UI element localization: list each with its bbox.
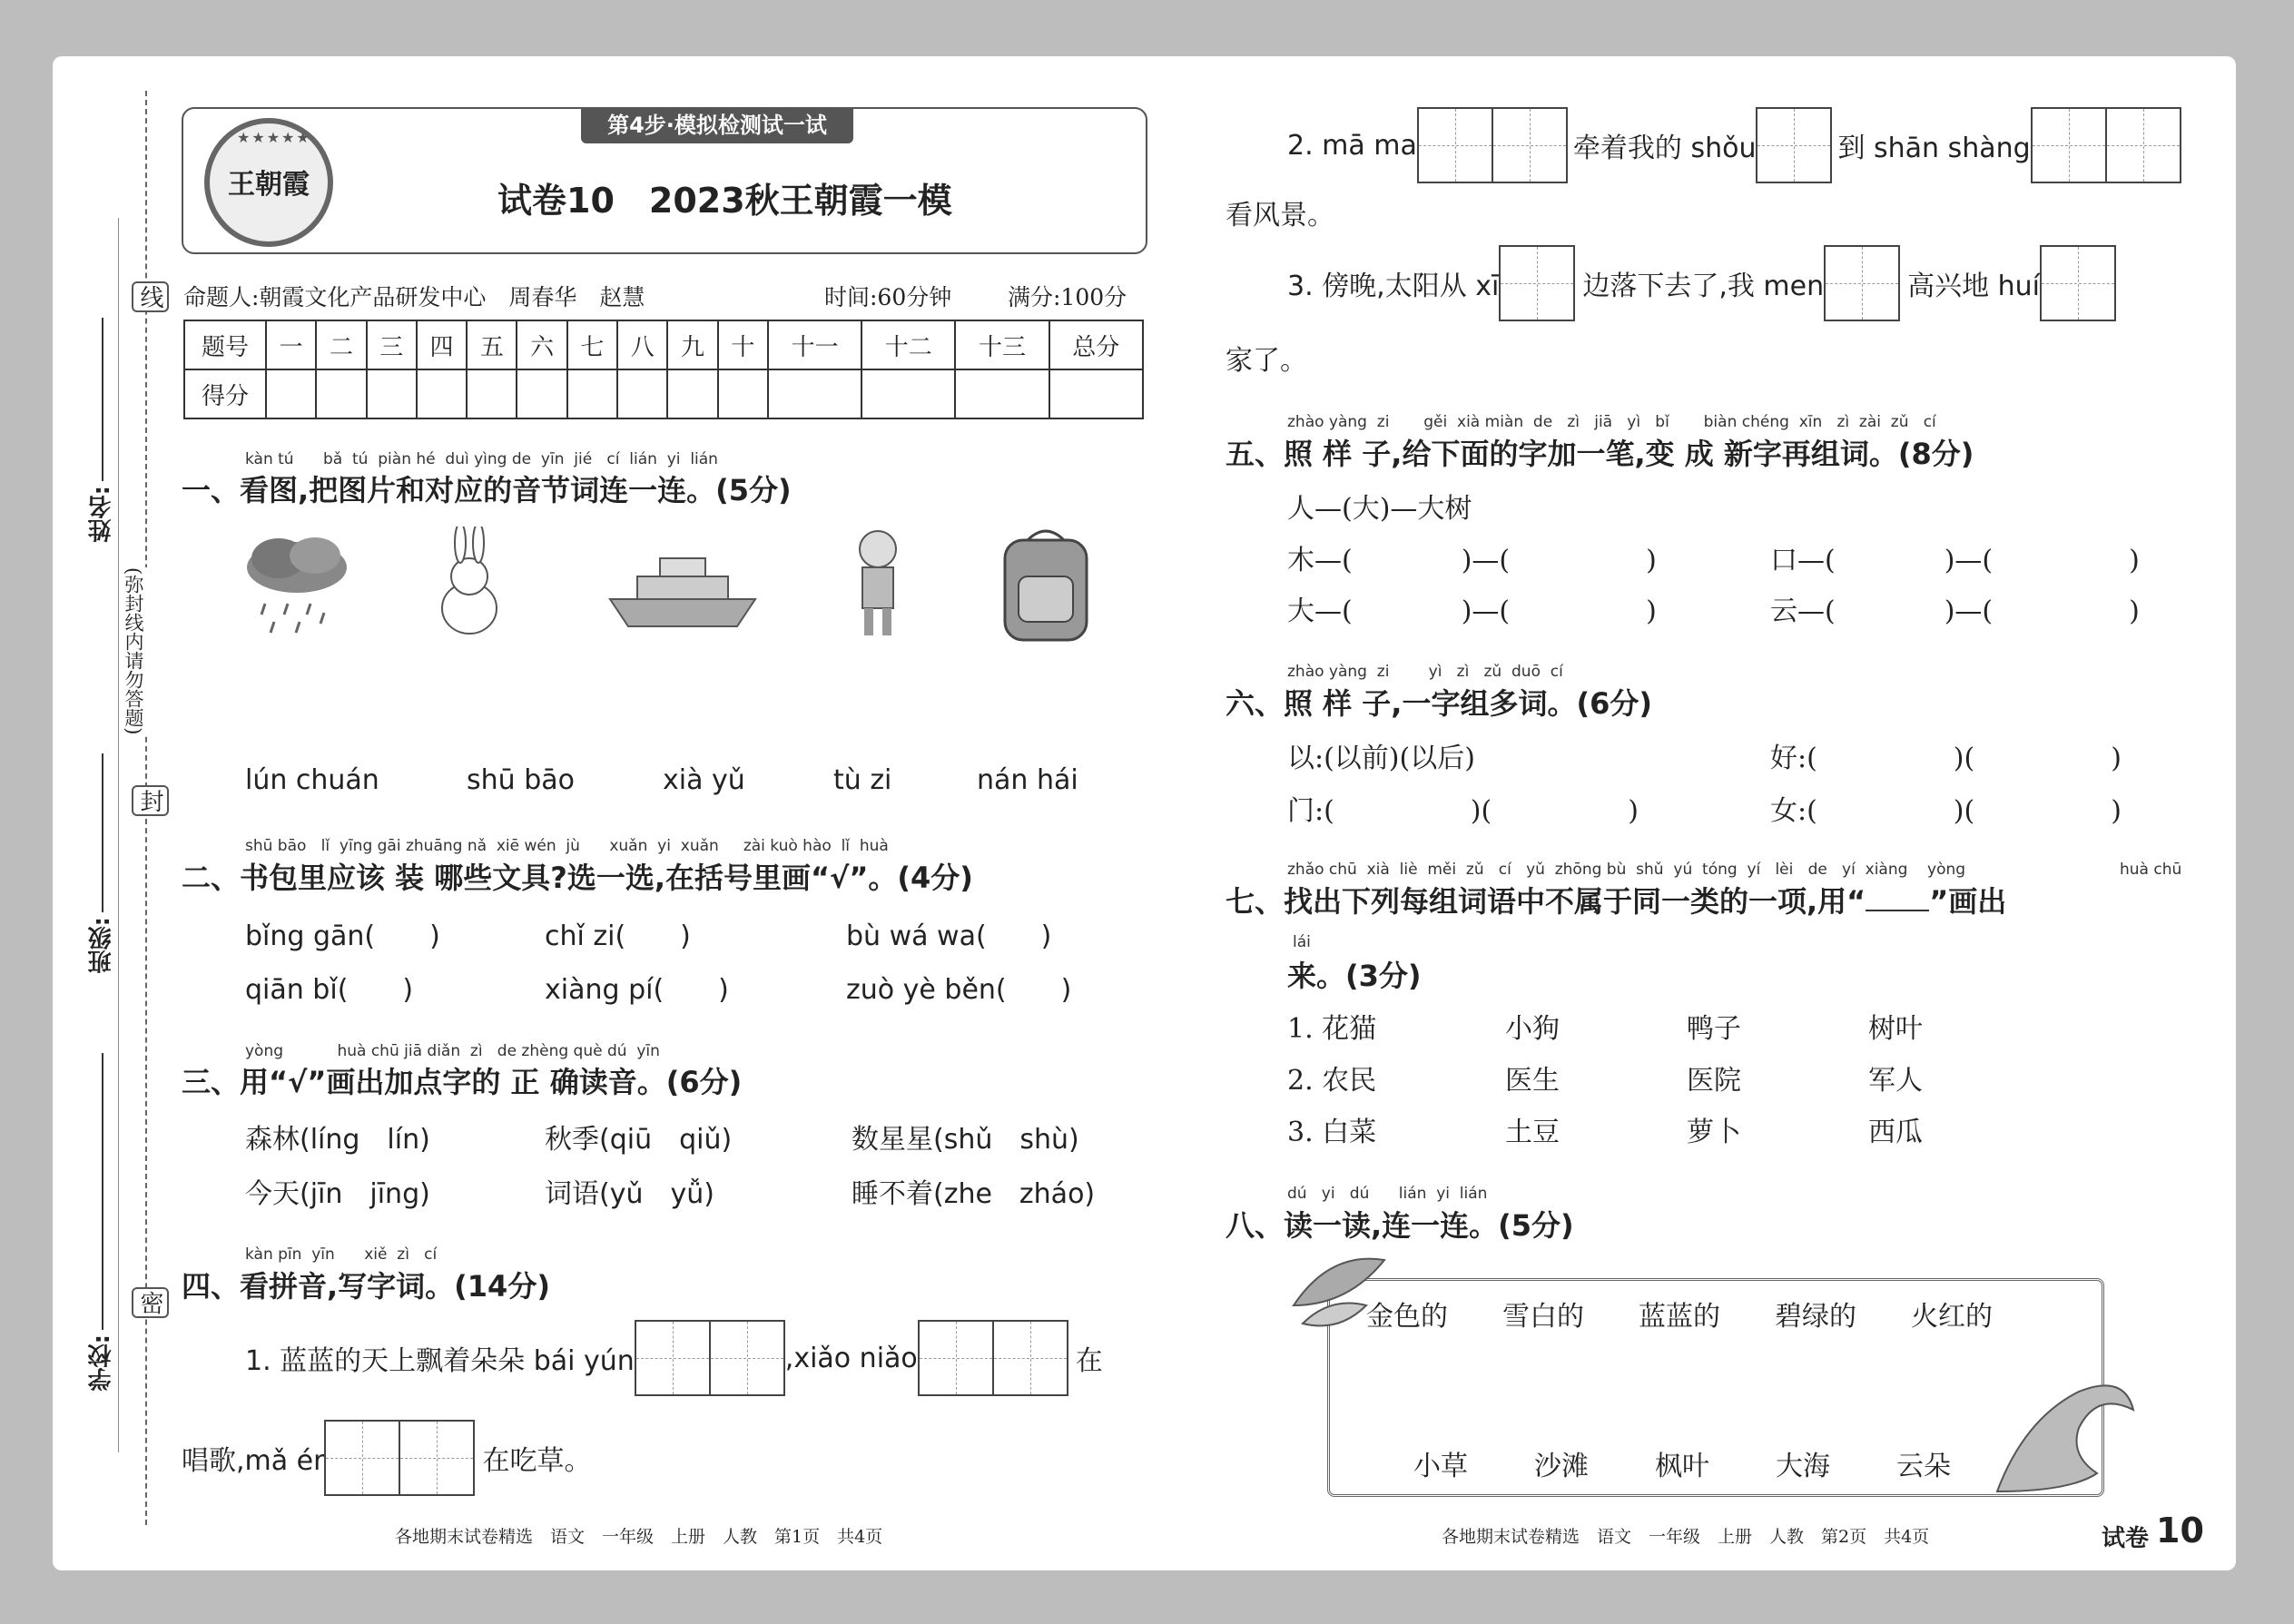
score-cell[interactable] — [417, 369, 467, 418]
q3-item[interactable]: 森林(líng lín) — [245, 1124, 430, 1156]
q7-pinyin2: lái — [1293, 933, 1311, 951]
wave-decoration-icon — [1988, 1369, 2142, 1496]
q3-item[interactable]: 数星星(shǔ shù) — [852, 1124, 1079, 1156]
q6-item[interactable]: 好:( )( ) — [1770, 743, 2122, 774]
q8-noun[interactable]: 大海 — [1776, 1451, 1830, 1482]
q6-item: 以:(以前)(以后) — [1287, 743, 1475, 774]
q8-adjective[interactable]: 蓝蓝的 — [1639, 1301, 1720, 1333]
q1-option[interactable]: nán hái — [977, 764, 1078, 796]
q5-pinyin: zhào yàng zi gěi xià miàn de zì jiā yì bǐ biàn chéng xīn zì zài zǔ cí — [1287, 413, 1936, 431]
score-cell[interactable] — [617, 369, 667, 418]
name-field[interactable] — [102, 318, 103, 481]
backpack-icon — [1005, 531, 1087, 640]
q8-noun[interactable]: 小草 — [1413, 1451, 1468, 1482]
class-label: 班级: — [88, 917, 115, 974]
time-limit: 时间:60分钟 — [824, 284, 952, 310]
table-header-cell: 十二 — [861, 320, 955, 369]
q4-line5 — [1287, 245, 2116, 321]
q3-pinyin: yòng huà chū jiā diǎn zì de zhèng què dú yīn — [245, 1042, 660, 1060]
q4-text: 家了。 — [1226, 345, 1307, 377]
q5-item[interactable]: 云—( )—( ) — [1770, 595, 2140, 627]
q7-pinyin: zhǎo chū xià liè měi zǔ cí yǔ zhōng bù shǔ yú tóng yí lèi de yí xiàng yòng — [1287, 861, 1966, 879]
q2-item[interactable]: bǐng gān( ) — [245, 920, 440, 952]
authors: 命题人:朝霞文化产品研发中心 周春华 赵慧 — [183, 284, 645, 310]
q8-noun[interactable]: 枫叶 — [1655, 1451, 1709, 1482]
q4-text: 3. 傍晚,太阳从 xī — [1287, 271, 1500, 302]
writing-boxes[interactable] — [2031, 107, 2181, 183]
q7-word[interactable]: 医院 — [1687, 1065, 1741, 1097]
q2-item[interactable]: zuò yè běn( ) — [846, 974, 1072, 1006]
footer-left: 各地期末试卷精选 语文 一年级 上册 人教 第1页 共4页 — [395, 1527, 883, 1547]
q8-noun[interactable]: 云朵 — [1896, 1451, 1951, 1482]
q1-option[interactable]: xià yǔ — [663, 764, 745, 796]
table-row — [184, 369, 1143, 418]
table-header-cell: 五 — [467, 320, 517, 369]
school-label: 学校: — [88, 1334, 115, 1392]
seal-mid-char: 封 — [132, 785, 169, 816]
q7-word[interactable]: 医生 — [1505, 1065, 1560, 1097]
q1-option[interactable]: shū bāo — [467, 764, 575, 796]
q4-text: 看风景。 — [1226, 200, 1334, 231]
q7-word[interactable]: 小狗 — [1505, 1013, 1560, 1045]
table-header-cell: 七 — [567, 320, 617, 369]
score-cell[interactable] — [467, 369, 517, 418]
score-cell[interactable] — [667, 369, 717, 418]
boy-icon — [860, 531, 896, 635]
q3-item[interactable]: 睡不着(zhe zháo) — [852, 1178, 1096, 1210]
table-header-cell: 十三 — [955, 320, 1049, 369]
footer-label: 试卷 — [2102, 1525, 2150, 1552]
q2-item[interactable]: bù wá wa( ) — [846, 920, 1052, 952]
q4-text: 1. 蓝蓝的天上飘着朵朵 bái yún — [245, 1345, 635, 1377]
q5-item[interactable]: 大—( )—( ) — [1287, 595, 1657, 627]
table-header-cell: 二 — [316, 320, 366, 369]
score-cell[interactable] — [1049, 369, 1143, 418]
q8-adjective[interactable]: 金色的 — [1366, 1301, 1448, 1333]
q2-item[interactable]: xiàng pí( ) — [545, 974, 729, 1006]
q4-text: 在吃草。 — [482, 1445, 592, 1477]
q7-word[interactable]: 1. 花猫 — [1287, 1013, 1377, 1045]
table-header-cell: 总分 — [1049, 320, 1143, 369]
q1-option[interactable]: lún chuán — [245, 764, 379, 796]
q7-word[interactable]: 2. 农民 — [1287, 1065, 1377, 1097]
q8-adjective[interactable]: 火红的 — [1911, 1301, 1993, 1333]
q3-item[interactable]: 秋季(qiū qiǔ) — [545, 1124, 733, 1156]
full-score: 满分:100分 — [1008, 284, 1127, 310]
q4-line3 — [1287, 107, 2181, 183]
q7-word[interactable]: 3. 白菜 — [1287, 1117, 1377, 1148]
seal-bot-char: 密 — [132, 1287, 169, 1318]
q4-pinyin: kàn pīn yīn xiě zì cí — [245, 1245, 438, 1264]
notice-text: (弥封线内请勿答题) — [120, 567, 147, 734]
class-field[interactable] — [102, 753, 103, 912]
q4-text: ,xiǎo niǎo — [784, 1342, 918, 1374]
q2-item[interactable]: qiān bǐ( ) — [245, 974, 414, 1006]
q8-adjective[interactable]: 碧绿的 — [1775, 1301, 1856, 1333]
q3-item[interactable]: 今天(jīn jīng) — [245, 1178, 430, 1210]
writing-boxes[interactable] — [1824, 245, 1900, 321]
q4-title: 四、看拼音,写字词。(14分) — [182, 1269, 550, 1304]
table-header-cell: 八 — [617, 320, 667, 369]
q7-pinyin-right: huà chū — [2120, 861, 2182, 879]
q8-noun[interactable]: 沙滩 — [1534, 1451, 1589, 1482]
q7-title-text: 七、找出下列每组词语中不属于同一类的一项,用“ — [1226, 884, 1866, 919]
score-cell[interactable] — [567, 369, 617, 418]
q2-pinyin: shū bāo lǐ yīng gāi zhuāng nǎ xiē wén jù xuǎn yi xuǎn zài kuò hào lǐ huà — [245, 837, 889, 855]
q7-word[interactable]: 土豆 — [1505, 1117, 1560, 1148]
q5-item[interactable]: 口—( )—( ) — [1770, 545, 2140, 576]
q4-text: 高兴地 huí — [1907, 271, 2041, 302]
q7-word[interactable]: 鸭子 — [1687, 1013, 1741, 1045]
q6-pinyin: zhào yàng zi yì zì zǔ duō cí — [1287, 663, 1563, 681]
q7-word[interactable]: 树叶 — [1868, 1013, 1923, 1045]
table-row — [184, 320, 1143, 369]
q3-item[interactable]: 词语(yǔ yǚ) — [545, 1178, 714, 1210]
exam-title: 试卷10 2023秋王朝霞一模 — [497, 181, 952, 221]
q1-title: 一、看图,把图片和对应的音节词连一连。(5分) — [182, 473, 792, 507]
logo-text: 王朝霞 — [228, 169, 310, 201]
q4-text: 到 shān shàng — [1837, 133, 2031, 164]
q8-pinyin: dú yi dú lián yi lián — [1287, 1185, 1488, 1203]
q7-title — [1226, 879, 2006, 920]
table-header-cell: 一 — [266, 320, 316, 369]
q6-item[interactable]: 门:( )( ) — [1287, 795, 1639, 827]
q4-text: 2. mā ma — [1287, 129, 1417, 162]
q8-title: 八、读一读,连一连。(5分) — [1226, 1208, 1574, 1243]
rain-cloud-icon — [247, 537, 347, 633]
score-cell[interactable] — [955, 369, 1049, 418]
underline-sample — [1866, 910, 1929, 911]
writing-boxes[interactable] — [2040, 245, 2116, 321]
score-cell[interactable] — [768, 369, 861, 418]
writing-boxes[interactable] — [918, 1320, 1068, 1396]
writing-boxes[interactable] — [635, 1320, 785, 1396]
binding-line-inner — [118, 218, 119, 1452]
table-header-cell: 九 — [667, 320, 717, 369]
q1-pinyin: kàn tú bǎ tú piàn hé duì yìng de yīn jié cí lián yi lián — [245, 450, 718, 468]
table-header-cell: 十 — [718, 320, 768, 369]
writing-boxes[interactable] — [1499, 245, 1575, 321]
q5-example: 人—(大)—大树 — [1287, 493, 1472, 525]
seal-top-char: 线 — [132, 281, 169, 312]
table-header-cell: 三 — [367, 320, 417, 369]
table-row-label: 得分 — [184, 369, 266, 418]
score-cell[interactable] — [861, 369, 955, 418]
q6-title: 六、照 样 子,一字组多词。(6分) — [1226, 686, 1652, 721]
q5-item[interactable]: 木—( )—( ) — [1287, 545, 1657, 576]
score-cell[interactable] — [718, 369, 768, 418]
q7-word[interactable]: 萝卜 — [1687, 1117, 1741, 1148]
star-icon: ★★★★★ — [237, 129, 311, 146]
q7-line2: 来。(3分) — [1287, 959, 1422, 993]
q1-option[interactable]: tù zi — [833, 764, 892, 796]
q7-word[interactable]: 西瓜 — [1868, 1117, 1923, 1148]
q4-line2 — [182, 1420, 591, 1496]
q4-text: 在 — [1075, 1345, 1103, 1377]
q2-title: 二、书包里应该 装 哪些文具?选一选,在括号里画“√”。(4分) — [182, 861, 973, 895]
q4-text: 唱歌,mǎ ér — [182, 1445, 325, 1477]
logo-seal — [204, 118, 333, 247]
q5-title: 五、照 样 子,给下面的字加一笔,变 成 新字再组词。(8分) — [1226, 437, 1974, 471]
table-header-cell: 四 — [417, 320, 467, 369]
score-table — [183, 320, 1144, 419]
table-header-cell: 六 — [517, 320, 566, 369]
q4-text: 牵着我的 shǒu — [1572, 133, 1757, 164]
q7-word[interactable]: 军人 — [1868, 1065, 1923, 1097]
table-header-cell: 题号 — [184, 320, 266, 369]
writing-boxes[interactable] — [1417, 107, 1568, 183]
q2-item[interactable]: chǐ zi( ) — [545, 920, 691, 952]
school-field[interactable] — [102, 1053, 103, 1330]
table-header-cell: 十一 — [768, 320, 861, 369]
q4-text: 边落下去了,我 men — [1582, 271, 1825, 302]
q8-adjective[interactable]: 雪白的 — [1502, 1301, 1584, 1333]
q3-title: 三、用“√”画出加点字的 正 确读音。(6分) — [182, 1065, 743, 1099]
q4-line1 — [245, 1320, 1103, 1396]
ship-icon — [610, 558, 755, 626]
q1-pictures — [238, 527, 1146, 645]
q7-title-end: ”画出 — [1929, 884, 2007, 919]
score-cell[interactable] — [266, 369, 316, 418]
score-cell[interactable] — [367, 369, 417, 418]
name-label: 姓名: — [88, 486, 115, 543]
score-cell[interactable] — [517, 369, 566, 418]
q6-item[interactable]: 女:( )( ) — [1770, 795, 2122, 827]
score-cell[interactable] — [316, 369, 366, 418]
rabbit-icon — [442, 527, 497, 634]
footer-number: 10 — [2156, 1511, 2204, 1550]
footer-right: 各地期末试卷精选 语文 一年级 上册 人教 第2页 共4页 — [1442, 1527, 1930, 1547]
writing-boxes[interactable] — [1756, 107, 1832, 183]
writing-boxes[interactable] — [324, 1420, 475, 1496]
step-banner: 第4步·模拟检测试一试 — [581, 107, 853, 143]
